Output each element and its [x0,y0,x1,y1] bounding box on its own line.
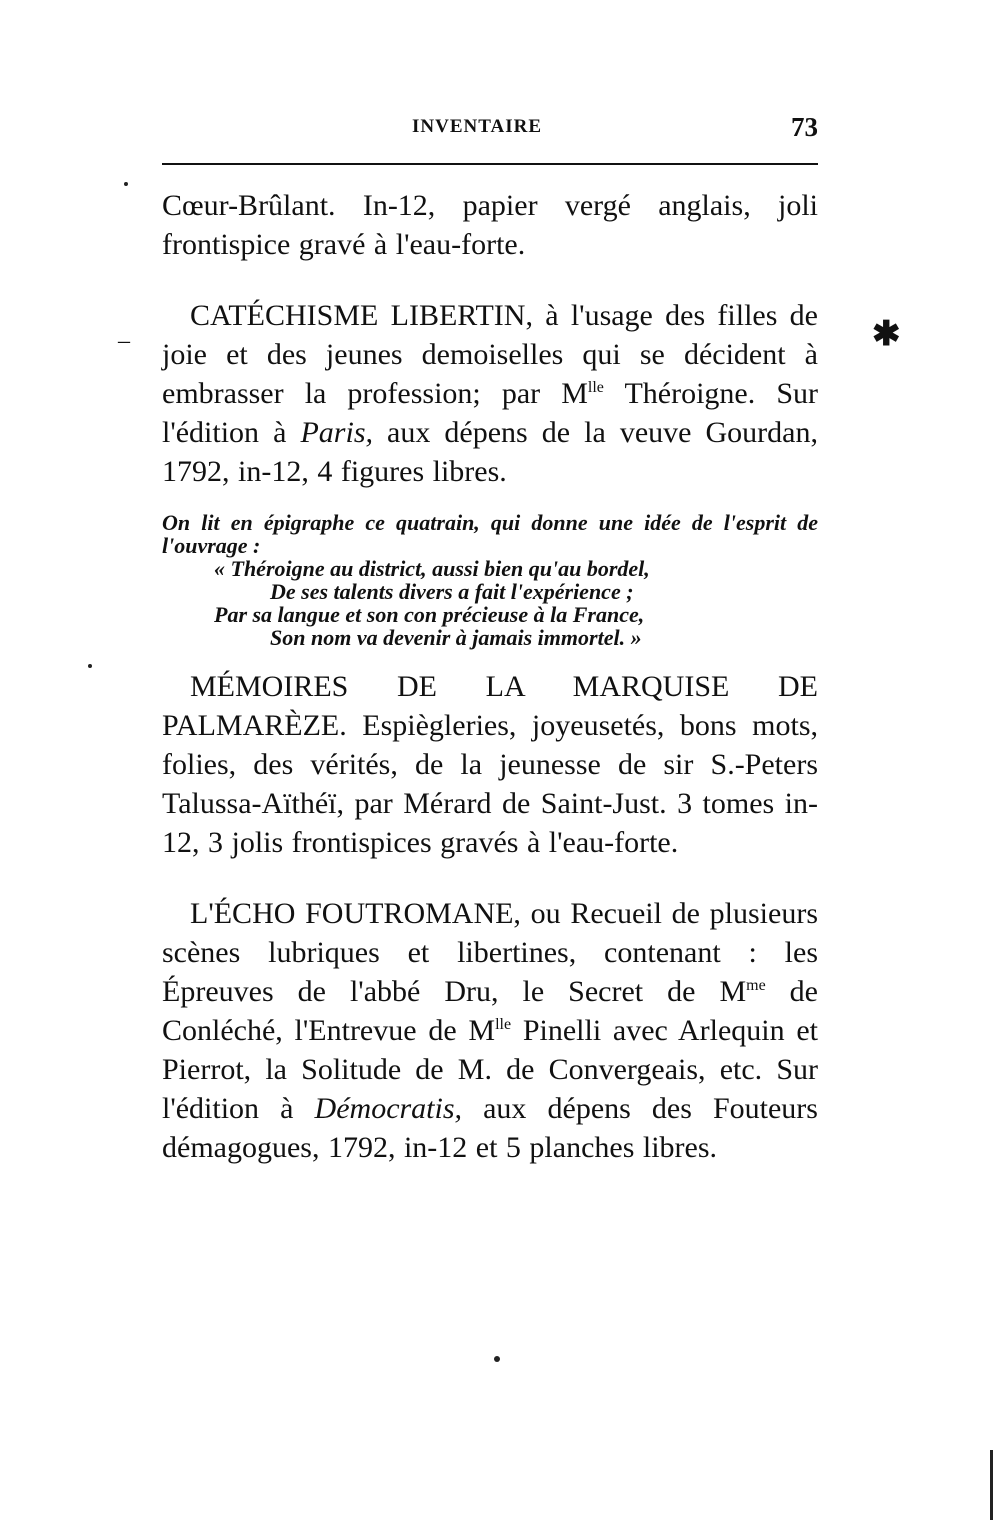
margin-star-mark: ✱ [872,316,901,353]
scan-speck [494,1356,500,1362]
entry-text-start: CATÉCHISME LIBERTIN, à l'usage des filles de joie et des jeunes demoiselles qui se décident à embrasser la profession; par M [162,299,818,410]
epigraph-note: On lit en épigraphe ce quatrain, qui donne une idée de l'esprit de l'ouvrage : [162,510,818,558]
running-title: INVENTAIRE [412,116,543,137]
scan-edge-line [990,1450,993,1520]
entry-echo-foutromane [162,894,818,1167]
verse-line: Par sa langue et son con précieuse à la France, [214,602,645,627]
entry-text-part3: Pinelli avec Arlequin et Pierrot, la Solitude de M. de Convergeais, etc. Sur l'édition à [162,1014,818,1125]
scan-speck [88,664,92,668]
superscript: lle [495,1016,512,1033]
header-rule [162,163,818,165]
entry-coeur-brulant: Cœur-Brûlant. In-12, papier vergé anglais, joli frontispice gravé à l'eau-forte. [162,189,818,261]
superscript: lle [587,379,604,396]
margin-dash-mark: – [118,328,130,354]
superscript: me [746,977,766,994]
italic-place: Paris, [300,416,373,449]
page-header [162,112,818,152]
page-body [162,186,818,1167]
entry-text-part2: de Conléché, l'Entrevue de M [162,975,818,1047]
entry-text-part4: aux dépens des Fouteurs démagogues, 1792, in-12 et 5 planches libres. [162,1092,818,1164]
verse-line: De ses talents divers a fait l'expérience ; [270,579,634,604]
italic-place: Démocratis, [314,1092,463,1125]
verse-line: Son nom va devenir à jamais immortel. » [270,625,642,650]
entry-memoires-marquise: MÉMOIRES DE LA MARQUISE DE PALMARÈZE. Espiègleries, joyeusetés, bons mots, folies, des vérités, de la jeunesse de sir S.-Peters Talussa-Aïthéï, par Mérard de Saint-Just. 3 tomes in-12, 3 jolis frontispices gravés à l'eau-forte. [162,670,818,859]
entry-text-end: aux dépens de la veuve Gourdan, 1792, in-12, 4 figures libres. [162,416,818,488]
verse-line: « Théroigne au district, aussi bien qu'au bordel, [214,556,650,581]
scan-speck [124,182,128,186]
entry-text [162,296,818,491]
page-number: 73 [791,112,818,142]
entry-text-middle: Théroigne. Sur l'édition à [162,377,818,449]
entry-text-part1: L'ÉCHO FOUTROMANE, ou Recueil de plusieurs scènes lubriques et libertines, contenant : les Épreuves de l'abbé Dru, le Secret de M [162,897,818,1008]
entry-catechisme-libertin [162,296,818,649]
